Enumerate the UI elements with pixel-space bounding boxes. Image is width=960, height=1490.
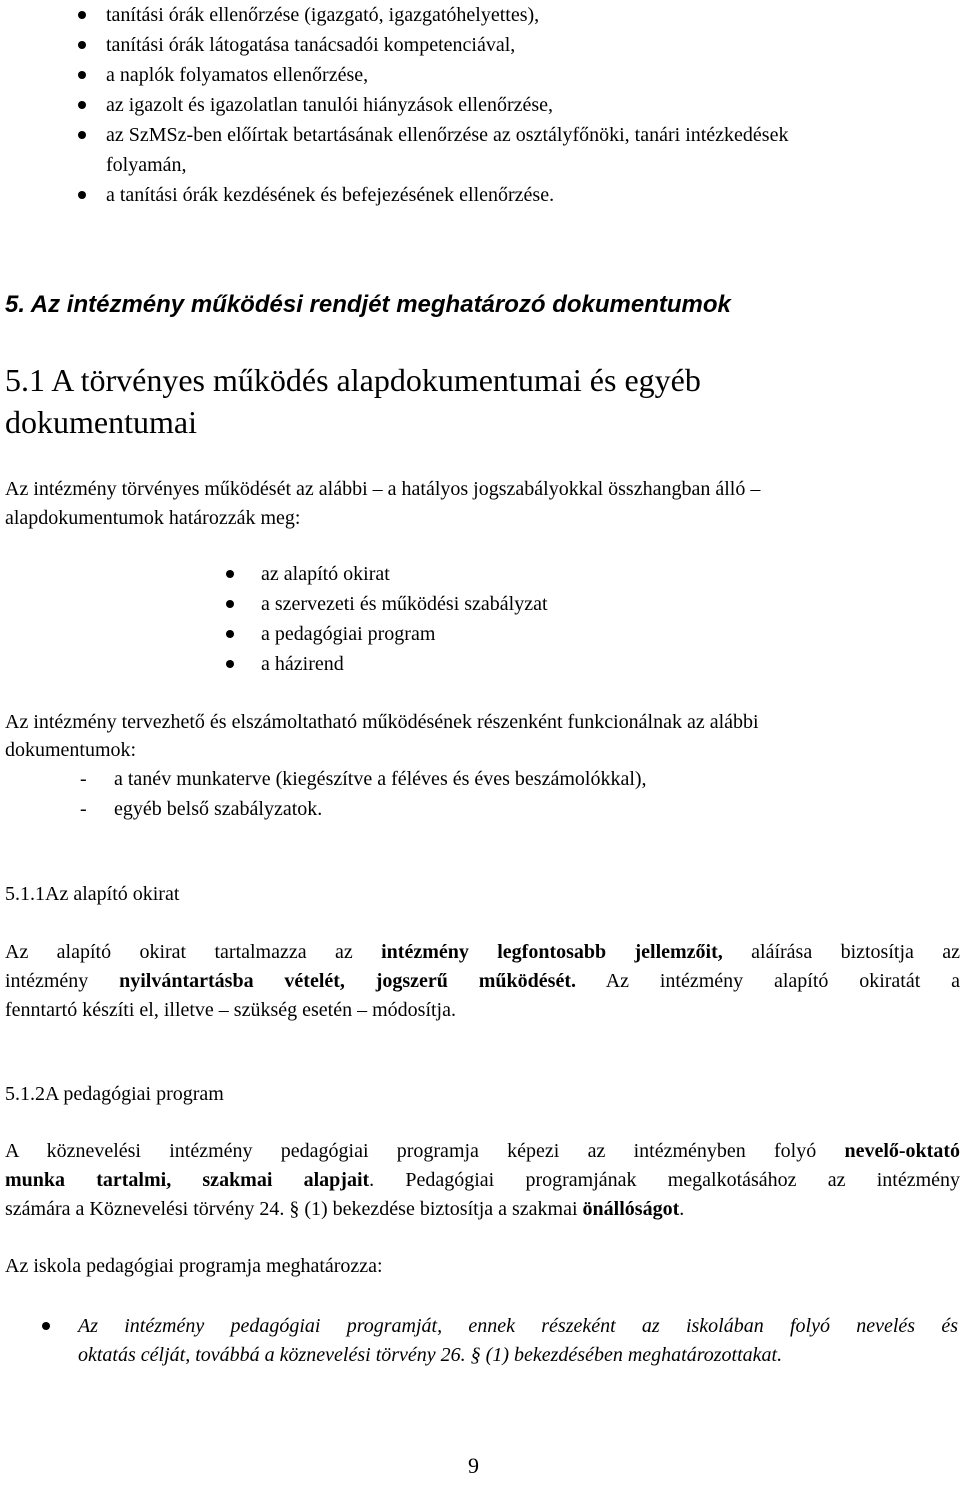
core-doc-2: a szervezeti és működési szabályzat <box>261 593 548 615</box>
iskola-program-line: Az iskola pedagógiai programja meghatározza: <box>5 1255 383 1277</box>
bullet-icon <box>78 191 86 199</box>
bullet-icon <box>42 1322 50 1330</box>
intro-line-1: Az intézmény törvényes működését az alábbi – a hatályos jogszabályokkal összhangban álló – <box>5 478 761 500</box>
bullet-icon <box>226 630 234 638</box>
bullet-icon <box>78 41 86 49</box>
bullet-icon <box>226 600 234 608</box>
section-5-heading: 5. Az intézmény működési rendjét meghatározó dokumentumok <box>5 291 731 318</box>
section-5-1-1-heading: 5.1.1Az alapító okirat <box>5 883 180 905</box>
top-bullet-5: az SzMSz-ben előírtak betartásának ellenőrzése az osztályfőnöki, tanári intézkedések <box>106 124 789 146</box>
bullet-icon <box>78 101 86 109</box>
bullet-icon <box>78 71 86 79</box>
section-5-1-heading-line2: dokumentumai <box>5 404 197 440</box>
top-bullet-6: a tanítási órák kezdésének és befejezésének ellenőrzése. <box>106 184 555 206</box>
core-doc-1: az alapító okirat <box>261 563 390 585</box>
italic-bullet-line-2: oktatás célját, továbbá a köznevelési törvény 26. § (1) bekezdésében meghatározottakat. <box>78 1344 783 1366</box>
dash-marker: - <box>80 768 87 790</box>
section-5-1-2-heading: 5.1.2A pedagógiai program <box>5 1083 224 1105</box>
bullet-icon <box>78 11 86 19</box>
dash-item-2: egyéb belső szabályzatok. <box>114 798 323 820</box>
top-bullet-4: az igazolt és igazolatlan tanulói hiányzások ellenőrzése, <box>106 94 554 116</box>
top-bullet-2: tanítási órák látogatása tanácsadói kompetenciával, <box>106 34 516 56</box>
s512-line-2: munka tartalmi, szakmai alapjait. Pedagógiai programjának megalkotásához az intézmény <box>5 1169 960 1191</box>
italic-bullet-line-1: Az intézmény pedagógiai programját, ennek részeként az iskolában folyó nevelés és <box>78 1315 958 1337</box>
core-doc-4: a házirend <box>261 653 344 675</box>
s512-line-1: A köznevelési intézmény pedagógiai programja képezi az intézményben folyó nevelő-oktató <box>5 1140 960 1162</box>
planning-line-2: dokumentumok: <box>5 739 137 761</box>
top-bullet-3: a naplók folyamatos ellenőrzése, <box>106 64 369 86</box>
core-doc-3: a pedagógiai program <box>261 623 436 645</box>
section-5-1-heading-line1: 5.1 A törvényes működés alapdokumentumai és egyéb <box>5 362 701 398</box>
bullet-icon <box>78 131 86 139</box>
page-number: 9 <box>468 1453 479 1478</box>
dash-item-1: a tanév munkaterve (kiegészítve a féléves és éves beszámolókkal), <box>114 768 647 790</box>
bullet-icon <box>226 660 234 668</box>
planning-line-1: Az intézmény tervezhető és elszámoltatható működésének részenként funkcionálnak az alábbi <box>5 711 759 733</box>
s511-line-1: Az alapító okirat tartalmazza az intézmény legfontosabb jellemzőit, aláírása biztosítja az <box>5 941 960 963</box>
s511-line-2: intézmény nyilvántartásba vételét, jogszerű működését. Az intézmény alapító okiratát a <box>5 970 960 992</box>
top-bullet-5-cont: folyamán, <box>106 154 187 176</box>
bullet-icon <box>226 570 234 578</box>
dash-marker: - <box>80 798 87 820</box>
s511-line-3: fenntartó készíti el, illetve – szükség esetén – módosítja. <box>5 999 456 1021</box>
intro-line-2: alapdokumentumok határozzák meg: <box>5 507 301 529</box>
top-bullet-1: tanítási órák ellenőrzése (igazgató, igazgatóhelyettes), <box>106 4 540 26</box>
s512-line-3: számára a Köznevelési törvény 24. § (1) bekezdése biztosítja a szakmai önállóságot. <box>5 1198 685 1220</box>
